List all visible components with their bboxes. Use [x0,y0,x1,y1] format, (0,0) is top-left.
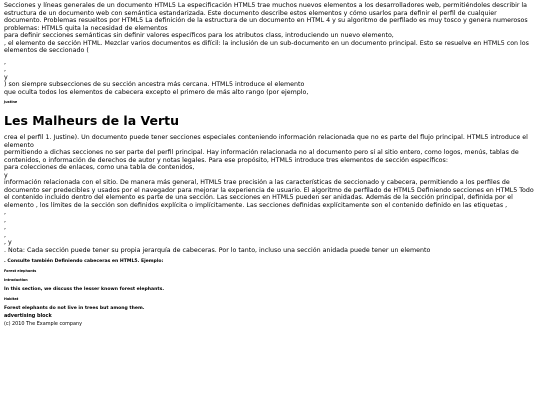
list-comma: , [4,224,7,231]
list-comma: , [4,216,7,224]
list-conjunction: y [4,73,8,81]
list-conjunction: y [4,171,8,179]
intro-paragraph-3: , el elemento de sección HTML. Mezclar varios documentos es difícil: la inclusión de un sub-documento en un documento principal. Esto se resuelve en HTML5 con los elementos de seccionado ( [4,39,529,54]
list-comma: , [4,58,7,66]
justine-label: Justine [4,100,18,104]
example-heading-forest-elephants: Forest elephants [4,269,37,273]
body-paragraph-3: para colecciones de enlaces, como una tabla de contenidos, [4,164,195,171]
list-conjunction: , y [4,239,12,246]
list-comma: , [4,231,7,239]
example-text-live-in-trees: Forest elephants do not live in trees but among them. [4,306,145,311]
list-comma: , [4,66,7,73]
intro-paragraph-4: ) son siempre subsecciones de su sección ancestra más cercana. HTML5 introduce el elemento [4,81,305,88]
consult-note: . Consulte también Definiendo cabeceras en HTML5. Ejemplo: [4,259,164,264]
body-paragraph-1: crea el perfil 1. Justine). Un documento puede tener secciones especiales conteniendo información relacionada que no es parte del flujo principal. HTML5 introduce el elemento [4,134,528,149]
copyright-notice: (c) 2010 The Example company [4,321,83,327]
page-heading: Les Malheurs de la Vertu [4,113,179,128]
example-heading-habitat: Habitat [4,297,19,301]
example-heading-introduction: Introduction [4,278,28,282]
body-paragraph-4: información relacionada con el sitio. De manera más general, HTML5 trae precisión a las características de seccionado y cabecera, permitiendo a los perfiles de documento ser predecibles y usados por el navegador para mejorar la experiencia de usuario. El algoritmo de perfilado de HTML5 Definiendo secciones en HTML5 Todo el contenido incluido dentro del elemento es parte de una sección. Las secciones en HTML5 pueden ser anidadas. Además de la sección principal, definida por el elemento , los límites de la sección son definidos explícita o implícitamente. Las secciones definidas explícitamente son el contenido definido en las etiquetas , [4,179,534,209]
example-text-lesser-known: In this section, we discuss the lesser known forest elephants. [4,287,165,292]
intro-paragraph: Secciones y líneas generales de un documento HTML5 La especificación HTML5 trae muchos nuevos elementos a los desarrolladores web, permitiéndoles describir la estructura de un documento web con semántica estandarizada. Este documento describe estos elementos y cómo usarlos para definir el perfil de cualquier documento. Problemas resueltos por HTML5 La definición de la estructura de un documento en HTML 4 y su algoritmo de perfilado es muy tosco y genera numerosos problemas: HTML5 quita la necesidad de elementos [4,2,528,32]
advertising-block: advertising block [4,313,52,319]
list-comma: , [4,209,7,216]
intro-paragraph-5: que oculta todos los elementos de cabecera excepto el primero de más alto rango (por ejemplo, [4,88,309,96]
intro-paragraph-2: para definir secciones semánticas sin definir valores específicos para los atributos class, introduciendo un nuevo elemento, [4,32,394,39]
body-paragraph-5: . Nota: Cada sección puede tener su propia jerarquía de cabeceras. Por lo tanto, incluso una sección anidada puede tener un elemento [4,246,431,254]
body-paragraph-2: permitiendo a dichas secciones no ser parte del perfil principal. Hay información relacionada no al documento pero sí al sitio entero, como logos, menús, tablas de contenidos, o información de derechos de autor y notas legales. Para ese propósito, HTML5 introduce tres elementos de sección específicos: [4,149,519,164]
